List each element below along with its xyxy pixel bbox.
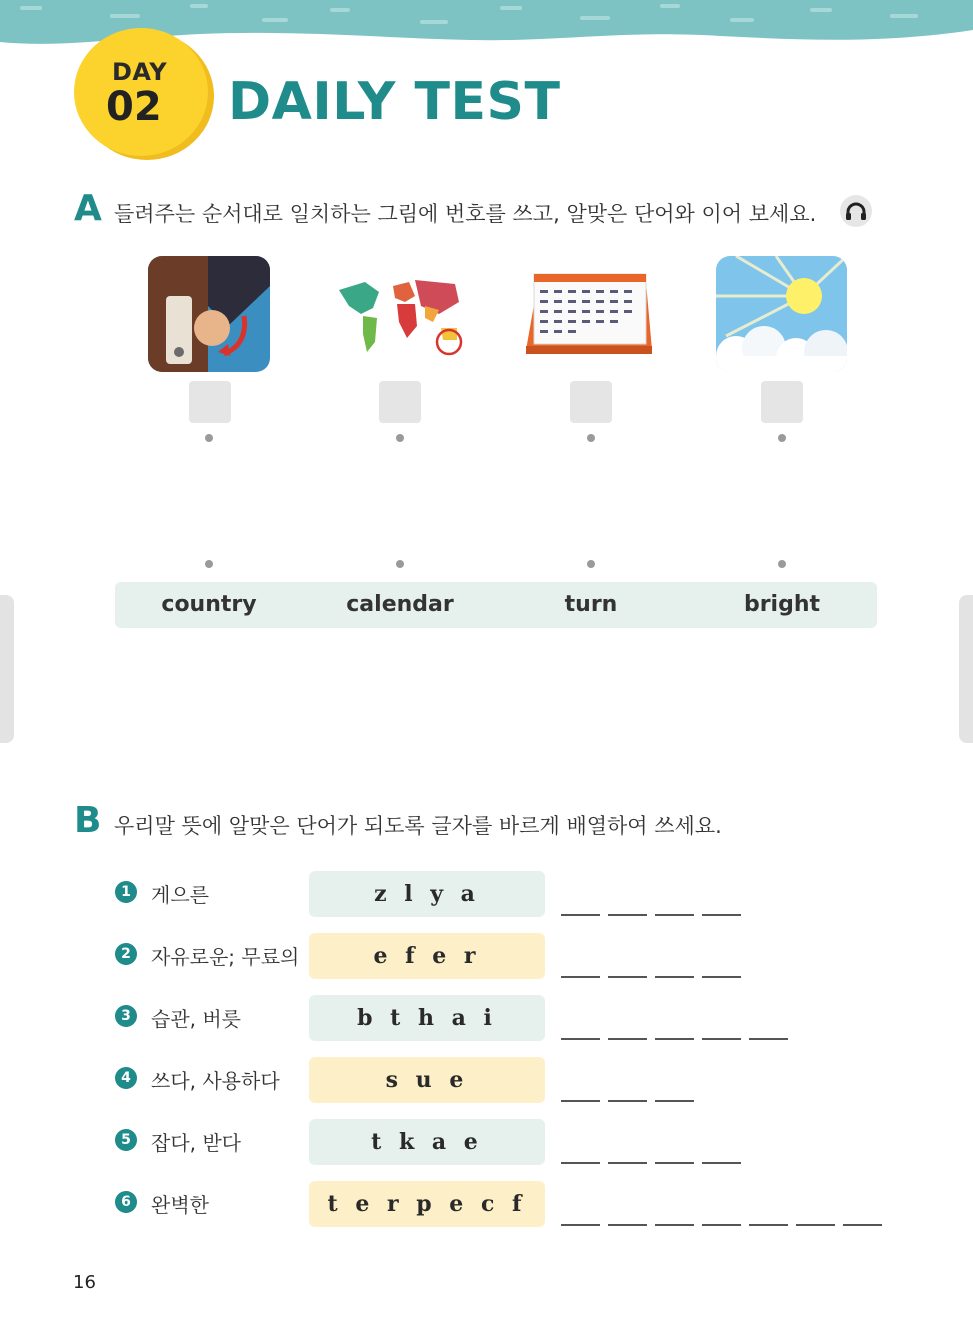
letter-blank[interactable] bbox=[561, 914, 600, 916]
letter-blank[interactable] bbox=[843, 1224, 882, 1226]
word-calendar: calendar bbox=[346, 592, 454, 617]
match-dot[interactable] bbox=[778, 434, 786, 442]
word-country: country bbox=[161, 592, 257, 617]
word-bright: bright bbox=[743, 592, 821, 617]
left-page-tab bbox=[0, 595, 14, 743]
letter-blank[interactable] bbox=[608, 1162, 647, 1164]
page-title: DAILY TEST bbox=[228, 72, 561, 132]
question-meaning: 완벽한 bbox=[151, 1193, 209, 1217]
match-dot[interactable] bbox=[396, 560, 404, 568]
match-dot[interactable] bbox=[205, 434, 213, 442]
scrambled-letters: s u e bbox=[309, 1057, 545, 1103]
letter-blank[interactable] bbox=[702, 1162, 741, 1164]
picture-number-box[interactable] bbox=[189, 381, 231, 423]
sunny-sky-picture bbox=[716, 256, 847, 372]
section-a-letter: A bbox=[74, 188, 102, 229]
picture-number-box[interactable] bbox=[570, 381, 612, 423]
letter-blank[interactable] bbox=[561, 1038, 600, 1040]
letter-blank[interactable] bbox=[608, 914, 647, 916]
match-dot[interactable] bbox=[205, 560, 213, 568]
question-number: 5 bbox=[115, 1129, 137, 1151]
question-meaning: 잡다, 받다 bbox=[151, 1131, 241, 1155]
letter-blank[interactable] bbox=[702, 976, 741, 978]
answer-blanks[interactable] bbox=[561, 1100, 694, 1102]
section-b-instruction: 우리말 뜻에 알맞은 단어가 되도록 글자를 바르게 배열하여 쓰세요. bbox=[114, 814, 722, 838]
match-dot[interactable] bbox=[587, 434, 595, 442]
question-number: 2 bbox=[115, 943, 137, 965]
question-meaning: 습관, 버릇 bbox=[151, 1007, 241, 1031]
headphones-icon[interactable] bbox=[840, 195, 872, 227]
letter-blank[interactable] bbox=[796, 1224, 835, 1226]
scrambled-letters: t k a e bbox=[309, 1119, 545, 1165]
world-map-picture bbox=[335, 262, 467, 362]
letter-blank[interactable] bbox=[655, 976, 694, 978]
question-number: 1 bbox=[115, 881, 137, 903]
question-meaning: 쓰다, 사용하다 bbox=[151, 1069, 280, 1093]
letter-blank[interactable] bbox=[655, 1162, 694, 1164]
letter-blank[interactable] bbox=[561, 1224, 600, 1226]
question-meaning: 자유로운; 무료의 bbox=[151, 945, 300, 969]
answer-blanks[interactable] bbox=[561, 976, 741, 978]
letter-blank[interactable] bbox=[749, 1224, 788, 1226]
question-number: 4 bbox=[115, 1067, 137, 1089]
match-dot[interactable] bbox=[587, 560, 595, 568]
door-handle-picture bbox=[148, 256, 270, 372]
scrambled-letters: b t h a i bbox=[309, 995, 545, 1041]
letter-blank[interactable] bbox=[655, 1224, 694, 1226]
question-meaning: 게으른 bbox=[151, 883, 209, 907]
calendar-picture bbox=[520, 262, 656, 362]
section-a-instruction: 들려주는 순서대로 일치하는 그림에 번호를 쓰고, 알맞은 단어와 이어 보세요. bbox=[114, 202, 817, 226]
letter-blank[interactable] bbox=[561, 1162, 600, 1164]
letter-blank[interactable] bbox=[702, 1224, 741, 1226]
letter-blank[interactable] bbox=[608, 1100, 647, 1102]
right-page-tab bbox=[959, 595, 973, 743]
picture-number-box[interactable] bbox=[379, 381, 421, 423]
letter-blank[interactable] bbox=[702, 914, 741, 916]
letter-blank[interactable] bbox=[655, 1100, 694, 1102]
letter-blank[interactable] bbox=[702, 1038, 741, 1040]
word-turn: turn bbox=[564, 592, 618, 617]
letter-blank[interactable] bbox=[561, 976, 600, 978]
picture-number-box[interactable] bbox=[761, 381, 803, 423]
letter-blank[interactable] bbox=[749, 1038, 788, 1040]
match-dot[interactable] bbox=[396, 434, 404, 442]
match-dot[interactable] bbox=[778, 560, 786, 568]
letter-blank[interactable] bbox=[608, 976, 647, 978]
scrambled-letters: e f e r bbox=[309, 933, 545, 979]
answer-blanks[interactable] bbox=[561, 1224, 882, 1226]
letter-blank[interactable] bbox=[655, 914, 694, 916]
day-number: 02 bbox=[106, 84, 162, 130]
answer-blanks[interactable] bbox=[561, 1038, 788, 1040]
day-label: DAY bbox=[112, 58, 168, 86]
question-number: 6 bbox=[115, 1191, 137, 1213]
scrambled-letters: t e r p e c f bbox=[309, 1181, 545, 1227]
letter-blank[interactable] bbox=[655, 1038, 694, 1040]
letter-blank[interactable] bbox=[608, 1224, 647, 1226]
letter-blank[interactable] bbox=[561, 1100, 600, 1102]
question-number: 3 bbox=[115, 1005, 137, 1027]
section-b-letter: B bbox=[74, 800, 102, 841]
answer-blanks[interactable] bbox=[561, 1162, 741, 1164]
answer-blanks[interactable] bbox=[561, 914, 741, 916]
letter-blank[interactable] bbox=[608, 1038, 647, 1040]
scrambled-letters: z l y a bbox=[309, 871, 545, 917]
page-number: 16 bbox=[73, 1272, 96, 1293]
